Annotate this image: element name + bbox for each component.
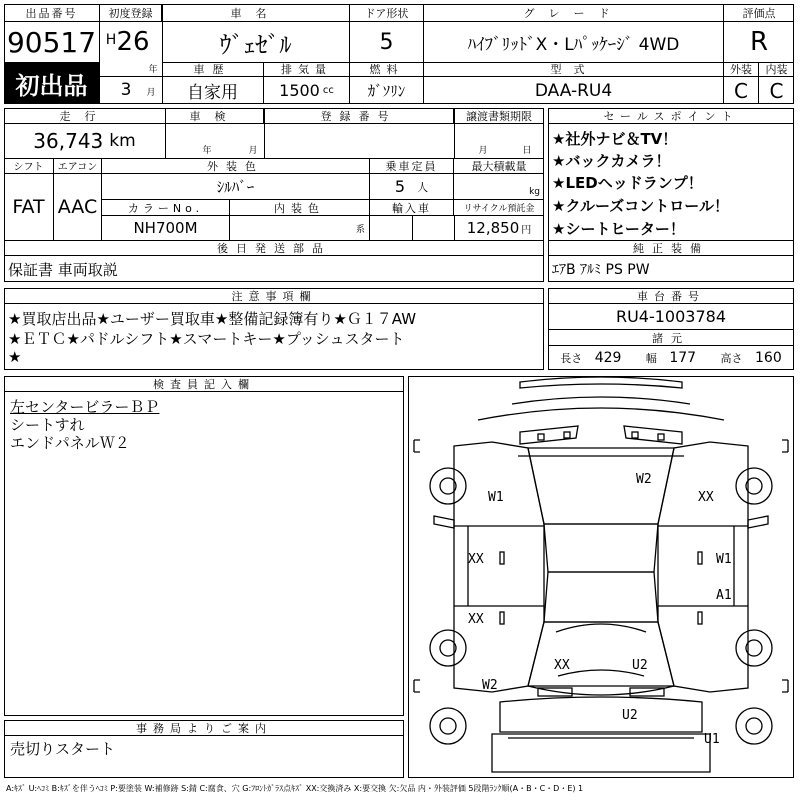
damage-mark: U2 bbox=[622, 708, 638, 723]
score: R bbox=[749, 27, 769, 57]
damage-mark: XX bbox=[698, 490, 714, 505]
transfer-label: 譲渡書類期限 bbox=[454, 108, 544, 124]
color-no-label: カラーNo. bbox=[102, 200, 230, 216]
max-load-label: 最大積載量 bbox=[454, 158, 544, 174]
shift: FAT bbox=[4, 174, 54, 240]
inspector-line: シートすれ bbox=[10, 416, 85, 434]
color-label: 外装色 bbox=[102, 158, 370, 174]
dims-row bbox=[548, 346, 794, 370]
mileage-unit: km bbox=[109, 131, 136, 151]
mileage-cell bbox=[4, 124, 166, 158]
capacity-cell bbox=[370, 174, 454, 200]
recycle: 12,850 bbox=[466, 219, 520, 237]
chassis-number: RU4-1003784 bbox=[548, 304, 794, 330]
int-score: C bbox=[769, 78, 784, 103]
max-load-unit: kg bbox=[454, 174, 544, 200]
chassis-label: 車台番号 bbox=[548, 288, 794, 304]
first-sale-badge: 初出品 bbox=[4, 62, 100, 104]
score-label: 評価点 bbox=[724, 4, 794, 22]
model-label: 型式 bbox=[424, 62, 724, 77]
recycle-cell bbox=[454, 216, 544, 240]
reg-year: 26 bbox=[116, 27, 150, 57]
inspector-line: 左センタービラーＢＰ bbox=[10, 398, 160, 416]
height: 160 bbox=[755, 350, 782, 366]
ac: AAC bbox=[54, 174, 102, 240]
width-label: 幅 bbox=[645, 352, 657, 365]
damage-mark: XX bbox=[468, 612, 484, 627]
month-unit: 月 bbox=[146, 87, 156, 98]
sales-point-item: ★シートヒーター！ bbox=[552, 220, 685, 238]
recycle-unit: 円 bbox=[521, 224, 532, 236]
damage-mark: W2 bbox=[636, 472, 652, 487]
note-line: ★ bbox=[8, 348, 22, 366]
ext-label: 外装 bbox=[724, 62, 759, 77]
height-label: 高さ bbox=[720, 352, 743, 365]
equipment-label: 純正装備 bbox=[548, 240, 794, 256]
office-label: 事務局よりご案内 bbox=[4, 720, 404, 736]
model: DAA-RU4 bbox=[424, 77, 724, 104]
sales-point-item: ★LEDヘッドランプ！ bbox=[552, 174, 703, 192]
recycle-label: リサイクル預託金 bbox=[454, 200, 544, 216]
office-text: 売切りスタート bbox=[10, 740, 116, 758]
car-name: ｳﾞｪｾﾞﾙ bbox=[162, 22, 350, 62]
lot-no-label: 出品番号 bbox=[4, 4, 100, 22]
interior-unit: 系 bbox=[230, 216, 370, 240]
import-label: 輸入車 bbox=[370, 200, 454, 216]
color: ｼﾙﾊﾞｰ bbox=[102, 174, 370, 200]
note-line: ★ＥＴＣ★パドルシフト★スマートキー★プッシュスタート bbox=[8, 330, 405, 348]
ac-label: エアコン bbox=[54, 158, 102, 174]
door-label: ドア形状 bbox=[350, 4, 424, 22]
damage-mark: W1 bbox=[488, 490, 504, 505]
mileage: 36,743 bbox=[33, 129, 104, 153]
displacement-label: 排気量 bbox=[264, 62, 350, 77]
fuel: ｶﾞｿﾘﾝ bbox=[350, 77, 424, 104]
note-line: ★買取店出品★ユーザー買取車★整備記録簿有り★Ｇ１７AW bbox=[8, 310, 417, 328]
fuel-label: 燃料 bbox=[350, 62, 424, 77]
inspection-month-unit: 月 bbox=[248, 145, 258, 156]
car-name-label: 車名 bbox=[162, 4, 350, 22]
mileage-label: 走行 bbox=[4, 108, 166, 124]
sales-points-label: セールスポイント bbox=[548, 108, 794, 124]
door: 5 bbox=[350, 22, 424, 62]
legend: A:ｷｽﾞ U:ﾍｺﾐ B:ｷｽﾞを伴うﾍｺﾐ P:要塗装 W:補修跡 S:錆 C:腐食、穴 G:ﾌﾛﾝﾄｶﾞﾗｽ点ｷｽﾞ XX:交換済み X:要交換 欠:欠品 内・外装評価 5段階ﾗﾝｸ順(A・B・C・D・E) 1 bbox=[6, 783, 584, 793]
damage-mark: A1 bbox=[716, 588, 732, 603]
inspection-year-unit: 年 bbox=[202, 145, 212, 156]
reg-month: 3 bbox=[120, 80, 132, 100]
equipment: ｴｱB ｱﾙﾐ PS PW bbox=[552, 262, 650, 278]
damage-mark: XX bbox=[554, 658, 570, 673]
color-no: NH700M bbox=[102, 216, 230, 240]
capacity-label: 乗車定員 bbox=[370, 158, 454, 174]
sales-point-item: ★バックカメラ！ bbox=[552, 152, 671, 170]
length-label: 長さ bbox=[560, 352, 583, 365]
displacement-unit: cc bbox=[322, 85, 334, 96]
length: 429 bbox=[594, 350, 622, 366]
later-parts: 保証書 車両取説 bbox=[8, 260, 118, 279]
capacity-unit: 人 bbox=[417, 180, 429, 194]
inspection-label: 車検 bbox=[166, 108, 264, 124]
car-diagram bbox=[408, 376, 794, 778]
later-parts-label: 後日発送部品 bbox=[4, 240, 544, 256]
damage-mark: U2 bbox=[632, 658, 648, 673]
history: 自家用 bbox=[162, 77, 264, 104]
inspector-line: エンドパネルＷ２ bbox=[10, 434, 130, 452]
transfer-day: 日 bbox=[522, 145, 532, 156]
int-label: 内装 bbox=[759, 62, 794, 77]
sales-point-item: ★クルーズコントロール！ bbox=[552, 197, 729, 215]
capacity: 5 bbox=[394, 177, 406, 196]
grade: ﾊｲﾌﾞﾘｯﾄﾞX・Lﾊﾟｯｹｰｼﾞ 4WD bbox=[424, 22, 724, 62]
width: 177 bbox=[669, 350, 697, 366]
year-unit: 年 bbox=[148, 64, 158, 74]
damage-mark: W2 bbox=[482, 678, 498, 693]
first-reg-label: 初度登録 bbox=[100, 4, 162, 22]
dims-label: 諸元 bbox=[548, 330, 794, 346]
grade-label: グレード bbox=[424, 4, 724, 22]
ext-score: C bbox=[724, 77, 759, 104]
damage-mark: U1 bbox=[704, 732, 720, 747]
transfer-month: 月 bbox=[478, 145, 488, 156]
interior-color-label: 内装色 bbox=[230, 200, 370, 216]
era: H bbox=[105, 32, 117, 48]
displacement-cell bbox=[264, 77, 350, 104]
sales-point-item: ★社外ナビ＆TV！ bbox=[552, 130, 678, 148]
notes-label: 注意事項欄 bbox=[4, 288, 544, 304]
displacement: 1500 bbox=[279, 81, 320, 100]
damage-mark: XX bbox=[468, 552, 484, 567]
reg-no-label: 登録番号 bbox=[264, 108, 454, 124]
history-label: 車歴 bbox=[162, 62, 264, 77]
inspector-label: 検査員記入欄 bbox=[4, 376, 404, 392]
shift-label: シフト bbox=[4, 158, 54, 174]
lot-no: 90517 bbox=[4, 22, 100, 62]
damage-mark: W1 bbox=[716, 552, 732, 567]
